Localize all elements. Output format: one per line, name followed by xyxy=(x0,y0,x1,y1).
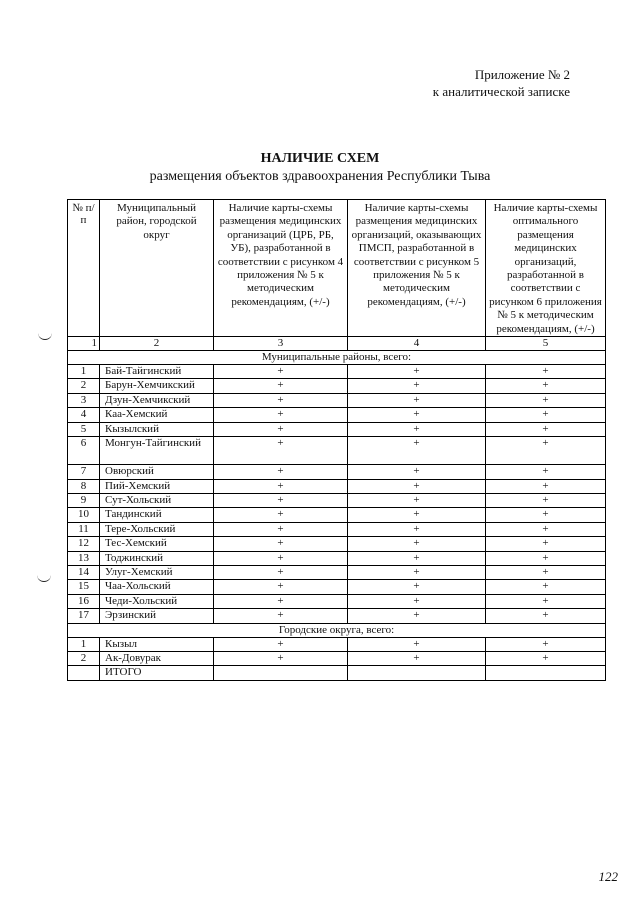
col3-mark: + xyxy=(214,493,348,507)
col3-mark: + xyxy=(214,393,348,407)
col3-mark: + xyxy=(214,479,348,493)
column-number: 1 xyxy=(68,337,100,351)
empty-cell xyxy=(348,666,486,680)
column-number: 3 xyxy=(214,337,348,351)
row-number: 17 xyxy=(68,609,100,623)
column-number-row xyxy=(68,337,606,351)
row-number: 3 xyxy=(68,393,100,407)
col4-mark: + xyxy=(348,422,486,436)
col4-mark: + xyxy=(348,651,486,665)
col5-mark: + xyxy=(486,609,606,623)
header-col3: Наличие карты-схемы размещения медицинских организаций (ЦРБ, РБ, УБ), разработанной в соответствии с рисунком 4 приложения № 5 к методическим рекомендациям, (+/-) xyxy=(214,200,348,337)
table-row xyxy=(68,609,606,623)
page-number: 122 xyxy=(598,869,618,884)
district-name: Сут-Хольский xyxy=(100,493,214,507)
col5-mark: + xyxy=(486,408,606,422)
section-label-municipal: Муниципальные районы, всего: xyxy=(68,351,606,365)
col3-mark: + xyxy=(214,437,348,465)
scan-mark xyxy=(38,333,52,340)
col3-mark: + xyxy=(214,651,348,665)
header-district: Муниципальный район, городской округ xyxy=(100,200,214,337)
col5-mark: + xyxy=(486,565,606,579)
district-name: Кызыл xyxy=(100,637,214,651)
title-subtitle: размещения объектов здравоохранения Республики Тыва xyxy=(149,169,491,184)
table-row xyxy=(68,637,606,651)
table-row xyxy=(68,393,606,407)
district-name: Эрзинский xyxy=(100,609,214,623)
table-row xyxy=(68,508,606,522)
col3-mark: + xyxy=(214,580,348,594)
empty-cell xyxy=(486,666,606,680)
district-name: Ак-Довурак xyxy=(100,651,214,665)
col4-mark: + xyxy=(348,522,486,536)
col4-mark: + xyxy=(348,365,486,379)
col3-mark: + xyxy=(214,365,348,379)
row-number: 7 xyxy=(68,465,100,479)
district-name: Дзун-Хемчикский xyxy=(100,393,214,407)
district-name: Чеди-Хольский xyxy=(100,594,214,608)
col4-mark: + xyxy=(348,565,486,579)
row-number: 16 xyxy=(68,594,100,608)
col3-mark: + xyxy=(214,465,348,479)
table-row xyxy=(68,594,606,608)
col3-mark: + xyxy=(214,609,348,623)
col3-mark: + xyxy=(214,565,348,579)
district-name: Монгун-Тайгинский xyxy=(100,437,214,465)
col4-mark: + xyxy=(348,537,486,551)
row-number: 2 xyxy=(68,379,100,393)
col5-mark: + xyxy=(486,493,606,507)
col4-mark: + xyxy=(348,393,486,407)
title-main: НАЛИЧИЕ СХЕМ xyxy=(260,151,380,166)
col3-mark: + xyxy=(214,508,348,522)
table-row xyxy=(68,565,606,579)
row-number: 1 xyxy=(68,365,100,379)
col3-mark: + xyxy=(214,522,348,536)
col5-mark: + xyxy=(486,379,606,393)
district-name: Каа-Хемский xyxy=(100,408,214,422)
col5-mark: + xyxy=(486,465,606,479)
col5-mark: + xyxy=(486,580,606,594)
header-num: № п/п xyxy=(68,200,100,337)
document-title xyxy=(0,150,640,186)
table-row xyxy=(68,522,606,536)
row-number: 11 xyxy=(68,522,100,536)
col3-mark: + xyxy=(214,379,348,393)
col3-mark: + xyxy=(214,408,348,422)
appendix-line-2: к аналитической записке xyxy=(432,84,570,99)
col3-mark: + xyxy=(214,422,348,436)
col4-mark: + xyxy=(348,508,486,522)
district-name: Улуг-Хемский xyxy=(100,565,214,579)
row-number: 1 xyxy=(68,637,100,651)
header-col4: Наличие карты-схемы размещения медицинских организаций, оказывающих ПМСП, разработанной в соответствии с рисунком 5 приложения № 5 к методическим рекомендациям, (+/-) xyxy=(348,200,486,337)
section-row-city xyxy=(68,623,606,637)
col3-mark: + xyxy=(214,551,348,565)
col5-mark: + xyxy=(486,594,606,608)
district-name: Пий-Хемский xyxy=(100,479,214,493)
table-row xyxy=(68,422,606,436)
col5-mark: + xyxy=(486,651,606,665)
appendix-line-1: Приложение № 2 xyxy=(474,67,570,82)
table-row xyxy=(68,651,606,665)
col3-mark: + xyxy=(214,594,348,608)
table-row xyxy=(68,580,606,594)
col3-mark: + xyxy=(214,537,348,551)
col4-mark: + xyxy=(348,465,486,479)
col5-mark: + xyxy=(486,422,606,436)
col5-mark: + xyxy=(486,365,606,379)
col4-mark: + xyxy=(348,594,486,608)
section-label-city: Городские округа, всего: xyxy=(68,623,606,637)
col4-mark: + xyxy=(348,408,486,422)
header-row xyxy=(68,200,606,337)
row-number: 6 xyxy=(68,437,100,465)
column-number: 5 xyxy=(486,337,606,351)
section-row-municipal xyxy=(68,351,606,365)
district-name: Барун-Хемчикский xyxy=(100,379,214,393)
table-row xyxy=(68,365,606,379)
district-name: Тес-Хемский xyxy=(100,537,214,551)
empty-cell xyxy=(214,666,348,680)
district-name: Чаа-Хольский xyxy=(100,580,214,594)
table-row xyxy=(68,379,606,393)
appendix-caption xyxy=(433,66,570,100)
table-row xyxy=(68,437,606,465)
total-label: ИТОГО xyxy=(100,666,214,680)
col5-mark: + xyxy=(486,551,606,565)
total-row xyxy=(68,666,606,680)
district-name: Тандинский xyxy=(100,508,214,522)
col4-mark: + xyxy=(348,379,486,393)
row-number: 15 xyxy=(68,580,100,594)
row-number: 9 xyxy=(68,493,100,507)
col4-mark: + xyxy=(348,580,486,594)
row-number: 10 xyxy=(68,508,100,522)
district-name: Бай-Тайгинский xyxy=(100,365,214,379)
col3-mark: + xyxy=(214,637,348,651)
col5-mark: + xyxy=(486,637,606,651)
row-number: 14 xyxy=(68,565,100,579)
table-row xyxy=(68,408,606,422)
col5-mark: + xyxy=(486,437,606,465)
col5-mark: + xyxy=(486,393,606,407)
col4-mark: + xyxy=(348,493,486,507)
col5-mark: + xyxy=(486,508,606,522)
row-number: 2 xyxy=(68,651,100,665)
table-row xyxy=(68,493,606,507)
district-name: Кызылский xyxy=(100,422,214,436)
row-number: 13 xyxy=(68,551,100,565)
table-row xyxy=(68,465,606,479)
district-name: Овюрский xyxy=(100,465,214,479)
col5-mark: + xyxy=(486,479,606,493)
col4-mark: + xyxy=(348,437,486,465)
district-name: Тере-Хольский xyxy=(100,522,214,536)
col4-mark: + xyxy=(348,609,486,623)
row-number: 12 xyxy=(68,537,100,551)
schemes-table xyxy=(67,199,606,681)
col5-mark: + xyxy=(486,537,606,551)
column-number: 2 xyxy=(100,337,214,351)
table-row xyxy=(68,479,606,493)
scan-mark xyxy=(37,575,51,582)
header-col5: Наличие карты-схемы оптимального размещения медицинских организаций, разработанной в соответствии с рисунком 6 приложения № 5 к методическим рекомендациям, (+/-) xyxy=(486,200,606,337)
col5-mark: + xyxy=(486,522,606,536)
row-number: 5 xyxy=(68,422,100,436)
col4-mark: + xyxy=(348,479,486,493)
row-number: 4 xyxy=(68,408,100,422)
col4-mark: + xyxy=(348,551,486,565)
district-name: Тоджинский xyxy=(100,551,214,565)
table-row xyxy=(68,551,606,565)
col4-mark: + xyxy=(348,637,486,651)
empty-cell xyxy=(68,666,100,680)
row-number: 8 xyxy=(68,479,100,493)
table-row xyxy=(68,537,606,551)
column-number: 4 xyxy=(348,337,486,351)
